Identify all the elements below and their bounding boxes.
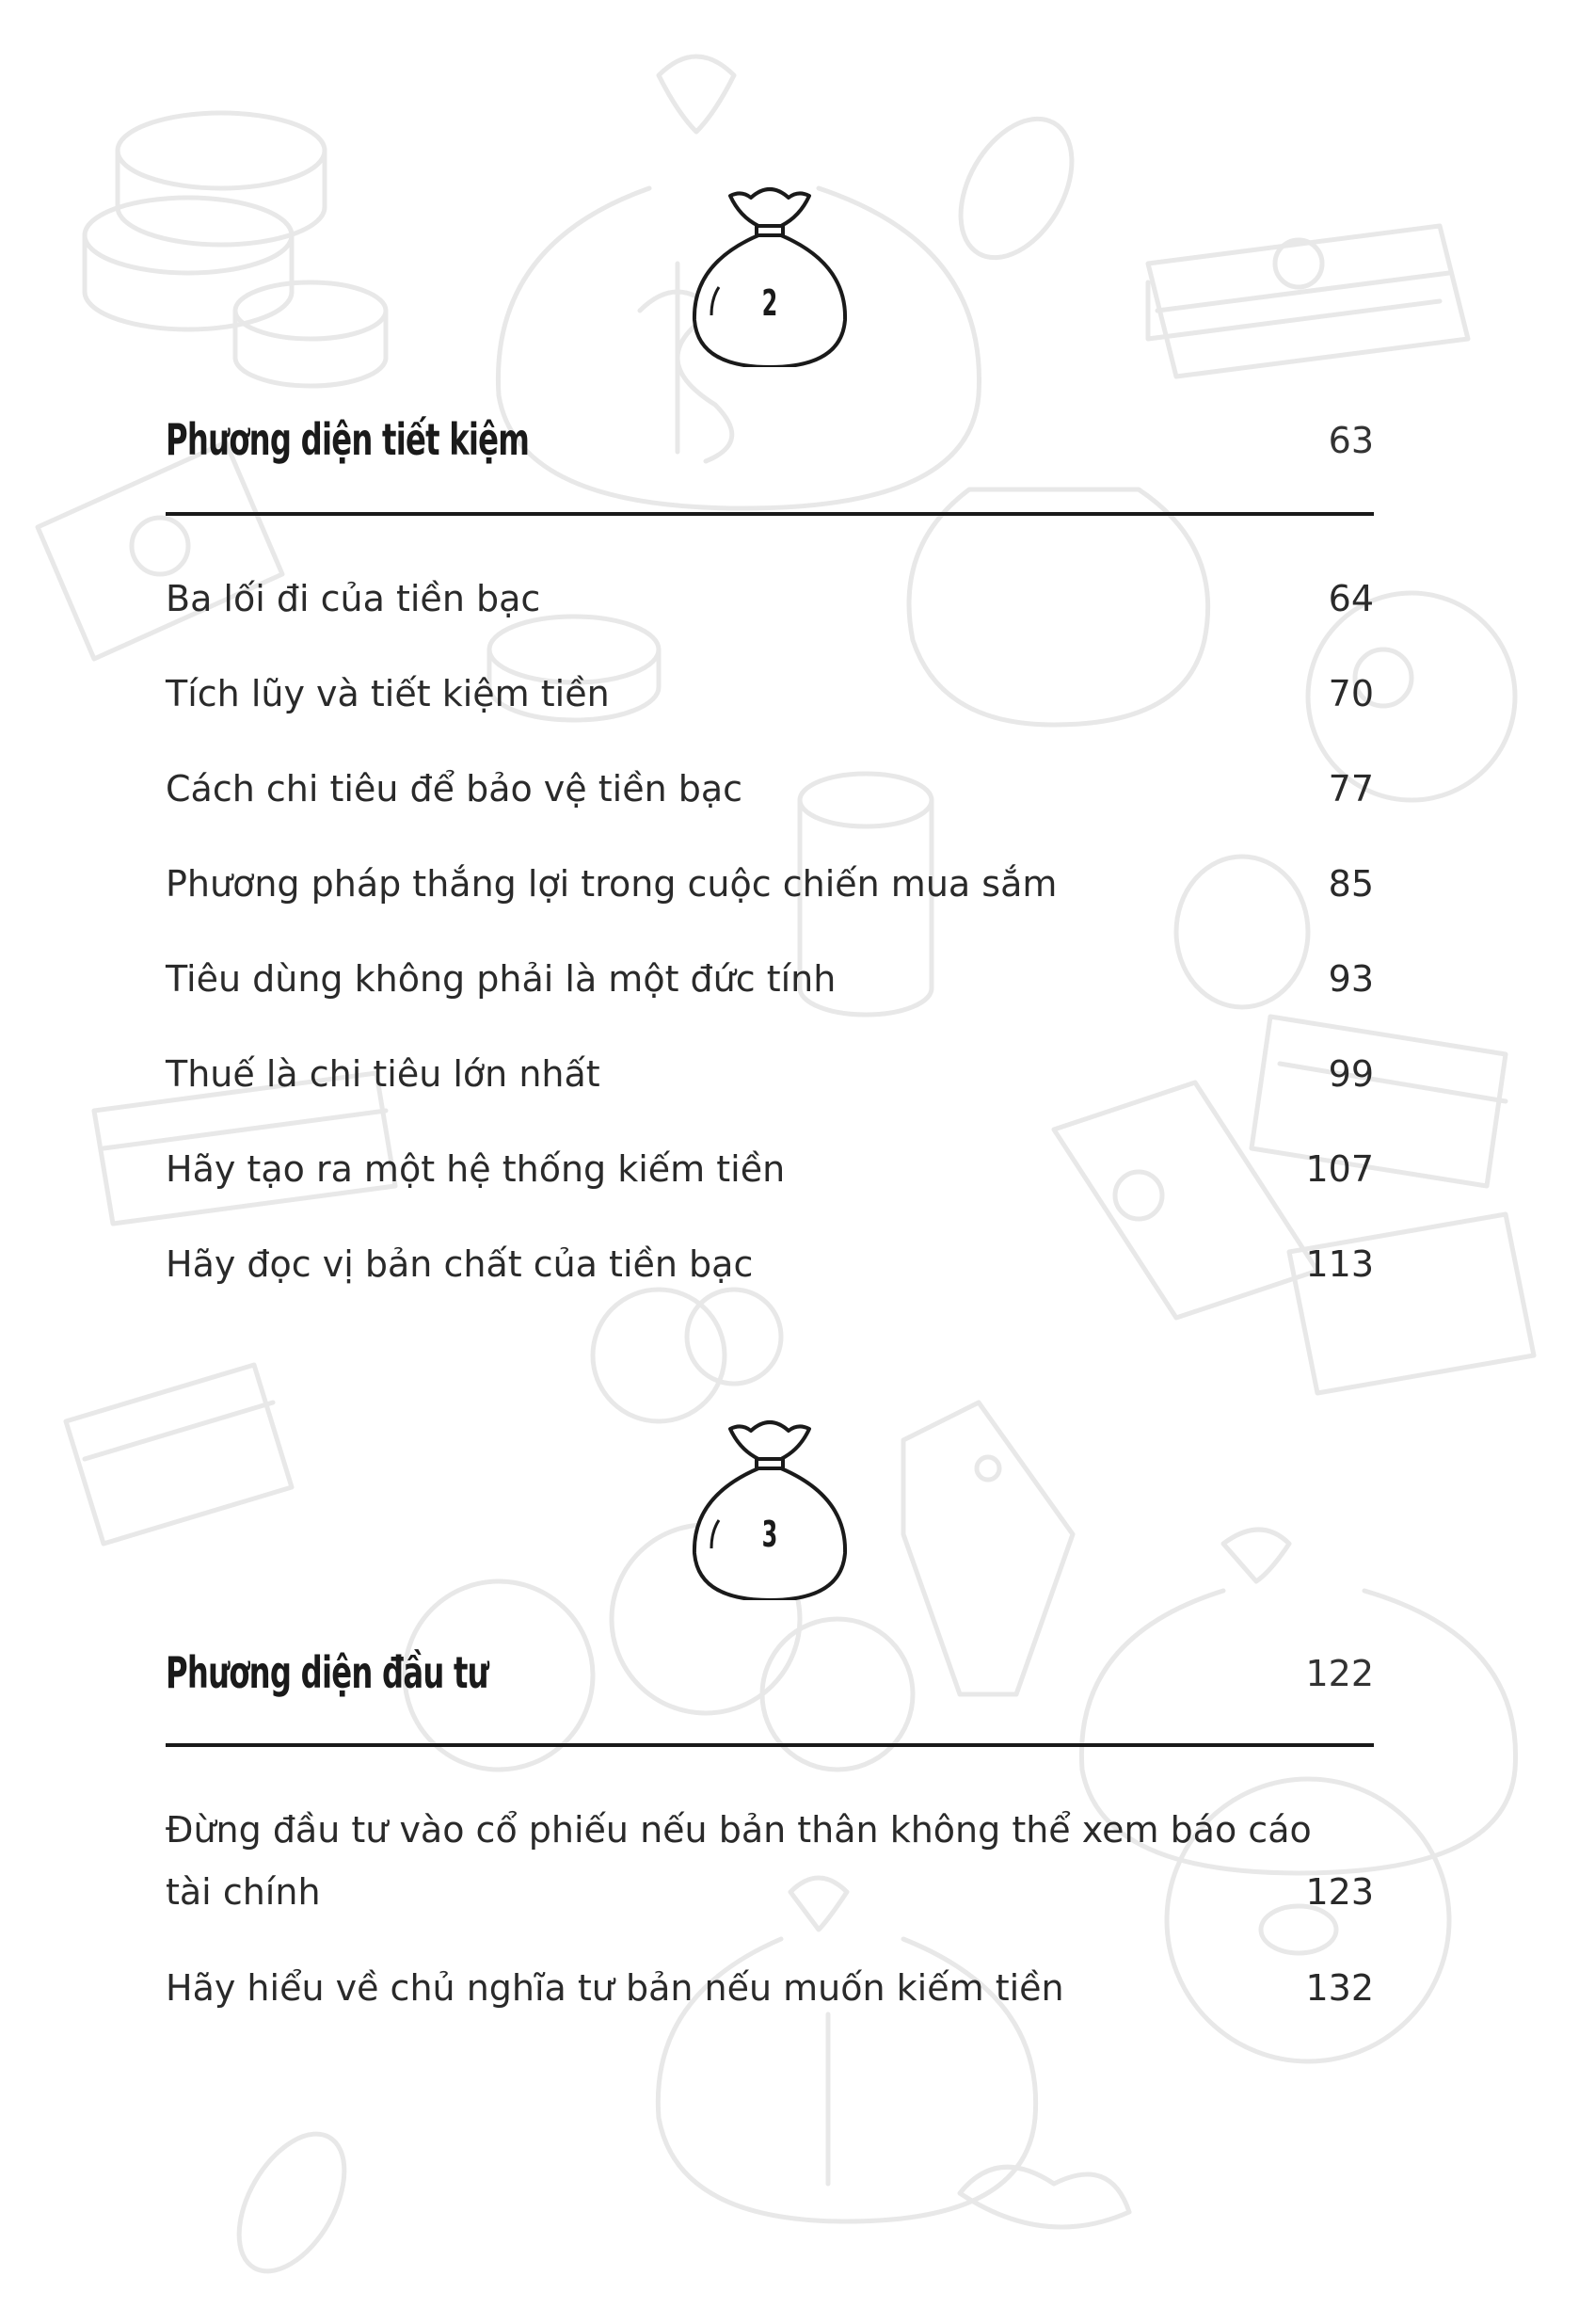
toc-entry-title: Tiêu dùng không phải là một đức tính bbox=[166, 958, 837, 1000]
toc-entry-page: 85 bbox=[1328, 863, 1374, 905]
section-heading bbox=[166, 1647, 1374, 1704]
toc-entry-page: 107 bbox=[1305, 1148, 1374, 1190]
toc-entry bbox=[166, 1809, 1374, 1922]
section-title: Phương diện đầu tư bbox=[166, 1647, 488, 1698]
toc-entry-title: Hãy tạo ra một hệ thống kiếm tiền bbox=[166, 1148, 786, 1190]
section-page-number: 122 bbox=[1305, 1653, 1374, 1694]
section-divider bbox=[166, 512, 1374, 516]
toc-entry-title: Cách chi tiêu để bảo vệ tiền bạc bbox=[166, 768, 743, 809]
toc-entry-title-continued: tài chính bbox=[166, 1871, 321, 1913]
toc-entry-page: 64 bbox=[1328, 578, 1374, 619]
toc-entry-title: Phương pháp thắng lợi trong cuộc chiến mua sắm bbox=[166, 863, 1058, 905]
toc-entry-title: Hãy hiểu về chủ nghĩa tư bản nếu muốn kiếm tiền bbox=[166, 1967, 1064, 2009]
toc-entry-page: 70 bbox=[1328, 673, 1374, 714]
toc-entry-title: Thuế là chi tiêu lớn nhất bbox=[166, 1053, 600, 1095]
toc-entry-page: 77 bbox=[1328, 768, 1374, 809]
toc-entry-title: Tích lũy và tiết kiệm tiền bbox=[166, 673, 610, 714]
toc-entry-title: Ba lối đi của tiền bạc bbox=[166, 578, 541, 619]
toc-entry-page: 99 bbox=[1328, 1053, 1374, 1095]
toc-entry-page: 123 bbox=[1305, 1871, 1374, 1913]
section-title: Phương diện tiết kiệm bbox=[166, 414, 530, 465]
section-number: 2 bbox=[761, 282, 778, 324]
section-number: 3 bbox=[761, 1514, 778, 1555]
toc-entry-page: 132 bbox=[1305, 1967, 1374, 2009]
section-heading bbox=[166, 414, 1374, 471]
section-page-number: 63 bbox=[1328, 420, 1374, 461]
toc-entry-page: 113 bbox=[1305, 1243, 1374, 1285]
section-divider bbox=[166, 1743, 1374, 1747]
toc-entry-title: Đừng đầu tư vào cổ phiếu nếu bản thân không thể xem báo cáo bbox=[166, 1809, 1312, 1851]
toc-entry-page: 93 bbox=[1328, 958, 1374, 1000]
money-bag-icon bbox=[685, 179, 854, 367]
money-bag-icon bbox=[685, 1412, 854, 1600]
toc-entry-title: Hãy đọc vị bản chất của tiền bạc bbox=[166, 1243, 754, 1285]
